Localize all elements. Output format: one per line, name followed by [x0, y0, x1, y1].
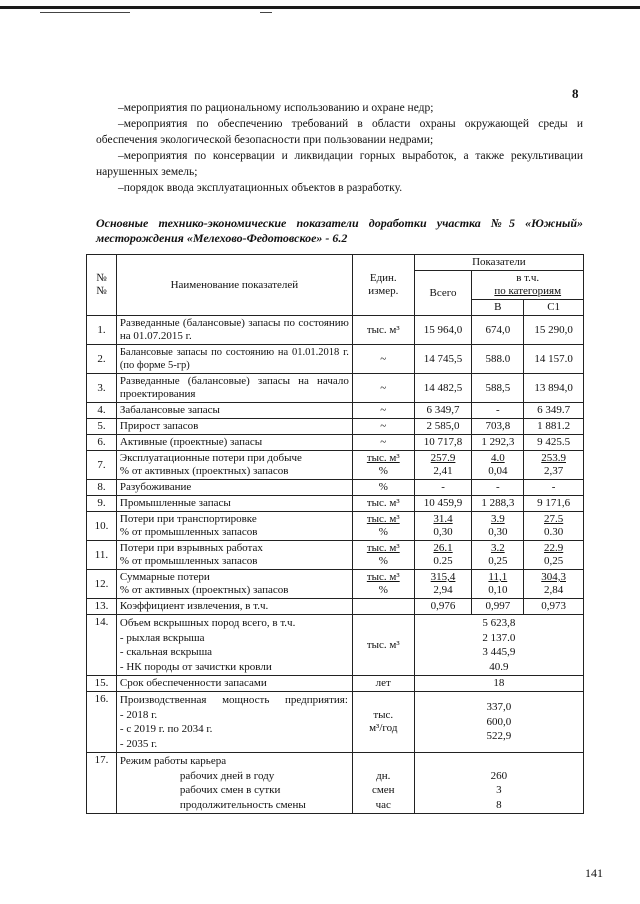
row-unit: тыс. м³: [352, 615, 414, 676]
intro-item: –мероприятия по рациональному использованию и охране недр;: [118, 102, 434, 114]
header-name: Наименование показателей: [116, 255, 352, 316]
row-total: 31.4: [433, 513, 453, 525]
top-border-line: [0, 6, 640, 9]
row-name: Потери при транспортировке: [119, 513, 257, 525]
row-cat-b: 674,0: [472, 316, 524, 345]
top-decor-line: [40, 12, 130, 13]
row-name-cell: [116, 541, 352, 570]
row-values-cell: [414, 753, 583, 814]
table-row: [87, 451, 584, 480]
row-total-sub: 0,30: [433, 526, 453, 538]
intro-item: –порядок ввода эксплуатационных объектов в разработку.: [118, 182, 403, 194]
row-cat-c1: 9 425.5: [524, 435, 584, 451]
row-cat-b: -: [472, 403, 524, 419]
page-number: 8: [572, 86, 579, 101]
row-name: Разубоживание: [116, 480, 352, 496]
intro-list: [96, 100, 583, 196]
row-unit-sub: %: [378, 465, 388, 477]
header-num: № №: [87, 255, 117, 316]
row-unit-cell: [352, 692, 414, 753]
row-name-cell: [116, 615, 352, 676]
row-name: Коэффициент извлечения, в т.ч.: [116, 599, 352, 615]
row-name-sub: рабочих дней в году: [179, 769, 275, 782]
row-num: 7.: [87, 451, 117, 480]
row-num: 8.: [87, 480, 117, 496]
table-row: [87, 615, 584, 676]
row-name: Производственная мощность предприятия:: [119, 694, 348, 706]
row-num: 9.: [87, 496, 117, 512]
row-value: 337,0: [486, 701, 512, 714]
row-value: 522,9: [486, 730, 512, 743]
row-cat-c1-sub: 0,25: [543, 555, 564, 567]
bottom-page-number: 141: [585, 866, 603, 880]
row-name: Суммарные потери: [119, 571, 210, 583]
row-unit-cell: [352, 753, 414, 814]
row-values-cell: [414, 615, 583, 676]
intro-item: –мероприятия по консервации и ликвидации горных выработок, а также рекультивации нарушенных земель;: [96, 150, 583, 178]
row-num: 6.: [87, 435, 117, 451]
row-unit: ~: [352, 374, 414, 403]
row-num: 5.: [87, 419, 117, 435]
row-total: 315,4: [430, 571, 456, 583]
row-num: 14.: [87, 615, 117, 676]
row-cat-b-sub: 0,30: [488, 526, 508, 538]
row-cat-b-sub: 0,04: [488, 465, 508, 477]
row-cat-b: 4.0: [490, 452, 505, 464]
row-unit-sub: %: [378, 584, 388, 596]
row-unit: тыс. м³: [366, 452, 400, 464]
row-total: 10 459,9: [414, 496, 472, 512]
header-cat-b: В: [472, 300, 524, 316]
row-values-cell: [414, 692, 583, 753]
row-cat-c1: 253.9: [541, 452, 566, 464]
row-cat-b: 11,1: [488, 571, 508, 583]
row-name: Срок обеспеченности запасами: [116, 676, 352, 692]
row-value: 3 445,9: [482, 646, 516, 658]
row-cat-c1: 14 157.0: [524, 345, 584, 374]
row-name-cell: [116, 570, 352, 599]
row-unit: [352, 599, 414, 615]
header-indicators: Показатели: [414, 255, 583, 271]
row-unit: тыс. м³: [352, 316, 414, 345]
row-unit: дн.: [376, 769, 391, 782]
row-total: 15 964,0: [414, 316, 472, 345]
row-unit: ~: [352, 419, 414, 435]
table-title: Основные технико-экономические показатели доработки участка №5 «Южный» месторождения «Мелехово-Федотовское» - 6.2: [96, 216, 583, 245]
row-cat-c1-sub: 2,84: [543, 584, 564, 596]
table-row: [87, 316, 584, 345]
row-name-sub: - скальная вскрыша: [119, 646, 213, 658]
row-cat-b-cell: [472, 541, 524, 570]
row-name: Забалансовые запасы: [116, 403, 352, 419]
row-num: 11.: [87, 541, 117, 570]
table-row: [87, 599, 584, 615]
row-name: Активные (проектные) запасы: [116, 435, 352, 451]
top-decor-mark: [260, 12, 272, 13]
row-cat-c1: -: [524, 480, 584, 496]
row-cat-c1: 13 894,0: [524, 374, 584, 403]
row-unit: ~: [352, 435, 414, 451]
row-total: -: [414, 480, 472, 496]
row-cat-c1: 27.5: [543, 513, 564, 525]
row-unit: тыс. м³: [366, 542, 400, 554]
row-total: 26.1: [433, 542, 453, 554]
row-unit-cell: [352, 512, 414, 541]
row-name-sub: продолжительность смены: [179, 798, 306, 811]
row-cat-c1: 1 881.2: [524, 419, 584, 435]
row-name-sub: % от промышленных запасов: [119, 555, 258, 567]
row-unit-cell: [352, 570, 414, 599]
row-unit: смен: [371, 784, 395, 796]
row-num: 1.: [87, 316, 117, 345]
row-name-cell: [116, 512, 352, 541]
row-value: 3: [496, 784, 502, 796]
row-unit-sub: %: [378, 526, 388, 538]
row-cat-b-cell: [472, 451, 524, 480]
table-row: [87, 692, 584, 753]
row-unit: %: [352, 480, 414, 496]
row-cat-c1-sub: 0.30: [543, 526, 564, 538]
row-unit-sub: м³/год: [369, 722, 398, 734]
row-cat-c1-cell: [524, 541, 584, 570]
row-cat-c1-cell: [524, 512, 584, 541]
row-cat-b: 3.9: [490, 513, 505, 525]
row-name-sub: - с 2019 г. по 2034 г.: [119, 723, 213, 735]
row-total: 6 349,7: [414, 403, 472, 419]
row-cat-c1: 6 349.7: [524, 403, 584, 419]
header-cat-c1: С1: [524, 300, 584, 316]
row-total-sub: 2,94: [433, 584, 453, 596]
row-name-sub: % от активных (проектных) запасов: [119, 465, 289, 477]
row-total: 14 482,5: [414, 374, 472, 403]
row-name-sub: % от активных (проектных) запасов: [119, 584, 289, 596]
row-name: Разведанные (балансовые) запасы на начало проектирования: [116, 374, 352, 403]
row-value: 5 623,8: [482, 617, 516, 629]
header-incl-cell: [472, 271, 584, 300]
row-value: 18: [414, 676, 583, 692]
row-num: 2.: [87, 345, 117, 374]
row-num: 10.: [87, 512, 117, 541]
row-value: 2 137.0: [482, 631, 516, 644]
row-cat-b-cell: [472, 570, 524, 599]
row-num: 12.: [87, 570, 117, 599]
row-name-sub: рабочих смен в сутки: [179, 784, 281, 796]
table-row: [87, 419, 584, 435]
header-incl: в т.ч.: [516, 272, 540, 284]
table-row: [87, 676, 584, 692]
row-total-sub: 2,41: [433, 465, 453, 477]
header-unit: Един. измер.: [352, 255, 414, 316]
row-cat-c1: 0,973: [524, 599, 584, 615]
row-cat-b: 703,8: [472, 419, 524, 435]
header-by-category: по категориям: [494, 285, 562, 297]
row-cat-b: 588.0: [472, 345, 524, 374]
table-row: [87, 541, 584, 570]
indicators-table: [86, 254, 584, 814]
row-cat-c1-cell: [524, 451, 584, 480]
row-total-cell: [414, 512, 472, 541]
row-unit: ~: [352, 345, 414, 374]
row-cat-b: 3.2: [490, 542, 505, 554]
row-total-cell: [414, 451, 472, 480]
row-cat-b: 1 288,3: [472, 496, 524, 512]
row-value: 260: [490, 769, 508, 782]
intro-item: –мероприятия по обеспечению требований в области охраны окружающей среды и обеспечения экологической безопасности при пользовании недрами;: [96, 118, 583, 146]
row-total: 2 585,0: [414, 419, 472, 435]
row-name: Эксплуатационные потери при добыче: [119, 452, 302, 464]
row-unit: час: [375, 798, 391, 811]
row-cat-b: 0,997: [472, 599, 524, 615]
row-total-cell: [414, 541, 472, 570]
row-name: Потери при взрывных работах: [119, 542, 263, 554]
row-num: 3.: [87, 374, 117, 403]
row-total: 14 745,5: [414, 345, 472, 374]
row-name: Прирост запасов: [116, 419, 352, 435]
row-value: 8: [496, 798, 502, 811]
row-name: Балансовые запасы по состоянию на 01.01.2018 г. (по форме 5-гр): [116, 345, 352, 374]
row-name-sub: % от промышленных запасов: [119, 526, 258, 538]
row-unit: тыс.: [373, 709, 394, 721]
row-cat-c1: 22.9: [543, 542, 564, 554]
row-name-cell: [116, 753, 352, 814]
row-total: 10 717,8: [414, 435, 472, 451]
row-unit: тыс. м³: [366, 513, 400, 525]
row-num: 4.: [87, 403, 117, 419]
row-name-sub: - рыхлая вскрыша: [119, 631, 205, 644]
header-total: Всего: [414, 271, 472, 316]
row-cat-c1: 15 290,0: [524, 316, 584, 345]
table-row: [87, 570, 584, 599]
row-name: Объем вскрышных пород всего, в т.ч.: [119, 617, 296, 629]
row-unit-cell: [352, 541, 414, 570]
row-name-sub: - 2018 г.: [119, 708, 158, 721]
row-value: 40.9: [489, 660, 509, 673]
row-cat-c1: 304,3: [541, 571, 566, 583]
row-cat-c1-sub: 2,37: [543, 465, 564, 477]
row-total-cell: [414, 570, 472, 599]
table-row: [87, 374, 584, 403]
row-total: 0,976: [414, 599, 472, 615]
row-cat-b-sub: 0,25: [488, 555, 508, 567]
row-name: Разведанные (балансовые) запасы по состоянию на 01.07.2015 г.: [116, 316, 352, 345]
row-unit: лет: [352, 676, 414, 692]
row-total: 257.9: [430, 452, 456, 464]
row-name-sub: - НК породы от зачистки кровли: [119, 660, 272, 673]
row-unit-cell: [352, 451, 414, 480]
table-row: [87, 753, 584, 814]
row-num: 13.: [87, 599, 117, 615]
row-value: 600,0: [486, 715, 512, 728]
table-row: [87, 496, 584, 512]
row-cat-b: 588,5: [472, 374, 524, 403]
row-num: 16.: [87, 692, 117, 753]
row-cat-c1-cell: [524, 570, 584, 599]
table-row: [87, 345, 584, 374]
table-row: [87, 480, 584, 496]
row-unit-sub: %: [378, 555, 388, 567]
row-num: 15.: [87, 676, 117, 692]
row-cat-b: -: [472, 480, 524, 496]
row-unit: ~: [352, 403, 414, 419]
row-cat-b-sub: 0,10: [488, 584, 508, 596]
row-cat-b: 1 292,3: [472, 435, 524, 451]
row-name-cell: [116, 692, 352, 753]
row-cat-c1: 9 171,6: [524, 496, 584, 512]
row-num: 17.: [87, 753, 117, 814]
table-row: [87, 512, 584, 541]
row-unit: тыс. м³: [352, 496, 414, 512]
row-name-cell: [116, 451, 352, 480]
row-cat-b-cell: [472, 512, 524, 541]
row-name-sub: - 2035 г.: [119, 737, 158, 750]
row-name: Режим работы карьера: [119, 755, 227, 767]
table-row: [87, 403, 584, 419]
table-row: [87, 435, 584, 451]
row-unit: тыс. м³: [366, 571, 400, 583]
row-name: Промышленные запасы: [116, 496, 352, 512]
row-total-sub: 0.25: [433, 555, 453, 567]
